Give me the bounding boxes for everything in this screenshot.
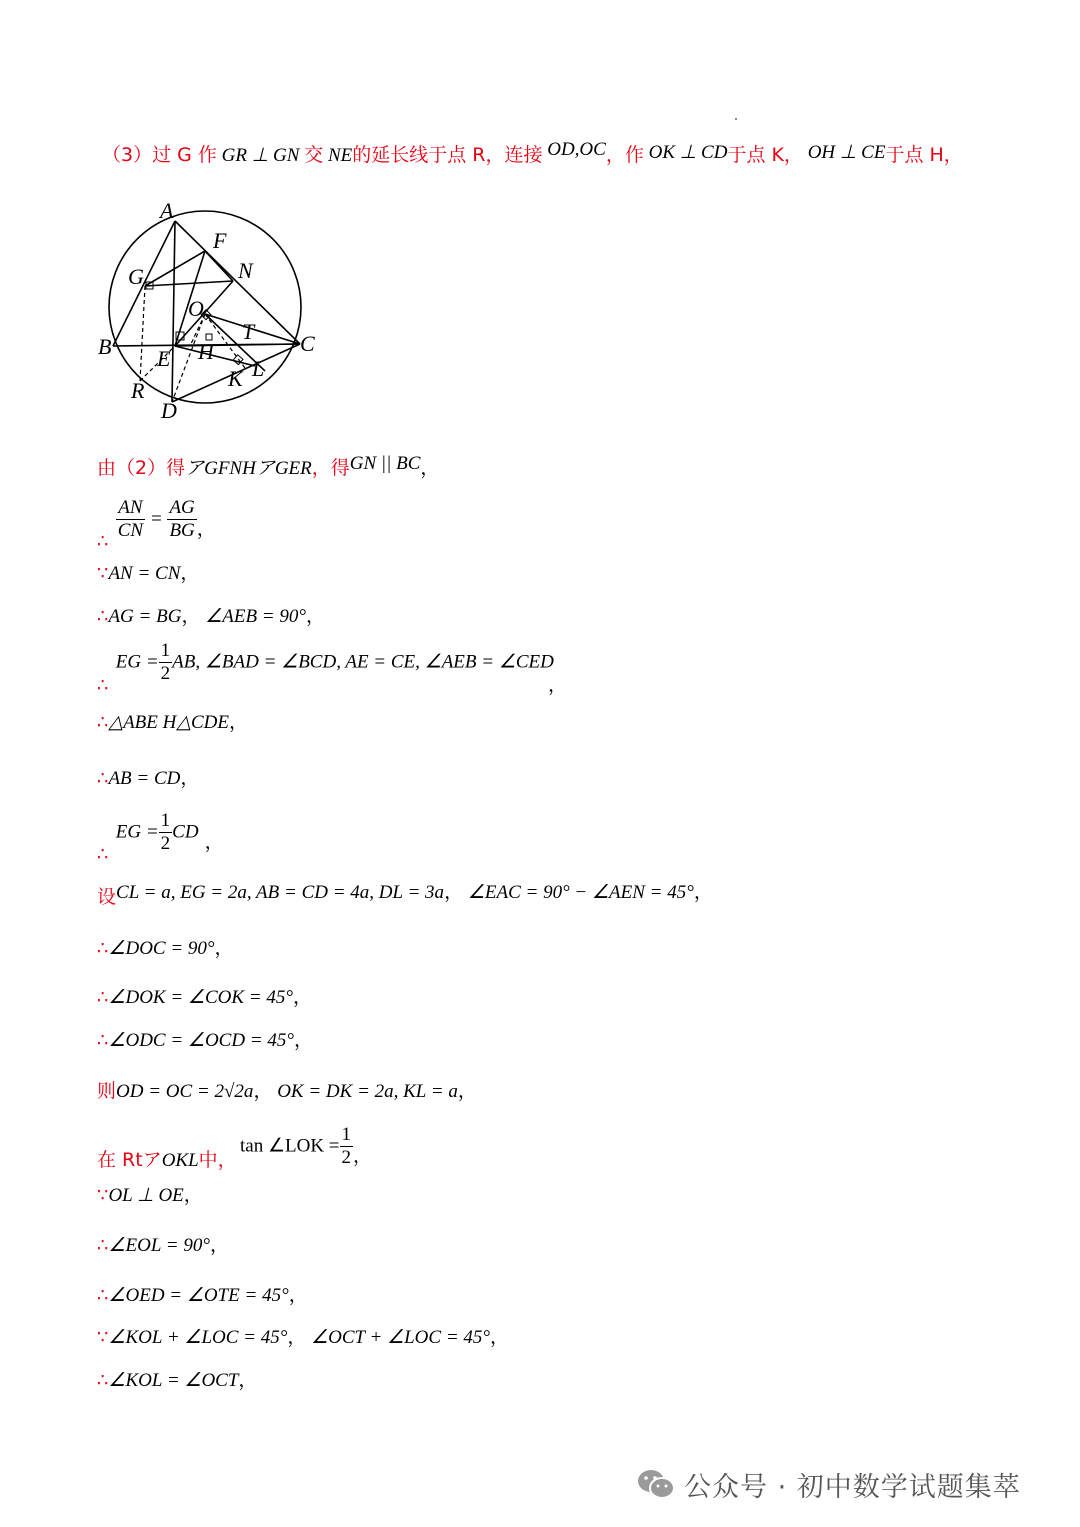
line-16: ∴∠EOL = 90°， [97, 1235, 229, 1256]
line-7: ∴AB = CD， [97, 768, 200, 789]
label-o: O [188, 296, 204, 321]
fraction-ag-bg: $\frac{AG}{BG}$ [169, 497, 195, 541]
label-b: B [98, 334, 112, 359]
line-2: $\frac{AN}{CN}$ = $\frac{AG}{BG}$ ， [117, 497, 216, 541]
therefore-symbol-8: ∴ [97, 844, 109, 865]
line-13: 则OD = OC = 2√2a， OK = DK = 2a, KL = a， [97, 1080, 477, 1102]
line-5: EG = $\frac{1}{2}$ AB, ∠BAD = ∠BCD, AE = CE, ∠AEB = ∠CED [115, 640, 554, 684]
label-e: E [157, 346, 171, 371]
label-c: C [300, 331, 315, 356]
line-6: ∴△ABE H△CDE， [97, 712, 248, 733]
label-k: K [228, 366, 243, 391]
line-17: ∴∠OED = ∠OTE = 45°， [97, 1285, 308, 1306]
wechat-icon [636, 1467, 676, 1501]
fraction-an-cn: $\frac{AN}{CN}$ [117, 497, 144, 541]
stray-dot [735, 118, 737, 120]
label-t: T [242, 319, 255, 344]
circle-o [109, 211, 301, 403]
geometry-figure [95, 196, 335, 428]
line-8: EG = $\frac{1}{2}$ CD ， [115, 810, 224, 854]
line-5-end: ， [548, 675, 568, 696]
label-h: H [198, 339, 214, 364]
line-3: ∵AN = CN， [97, 563, 200, 584]
line-9: 设CL = a, EG = 2a, AB = CD = 4a, DL = 3a， ∠EAC = 90° − ∠AEN = 45°， [97, 882, 713, 908]
line-18: ∵∠KOL + ∠LOC = 45°， ∠OCT + ∠LOC = 45°， [97, 1327, 510, 1348]
line-15: ∵OL ⊥ OE， [97, 1185, 203, 1206]
line-14-tan: tan ∠LOK = $\frac{1}{2}$ ， [240, 1124, 373, 1168]
line-4: ∴AG = BG， ∠AEB = 90°， [97, 606, 325, 627]
line-11: ∴∠DOK = ∠COK = 45°， [97, 987, 312, 1008]
label-f: F [213, 228, 227, 253]
line-14: 在 RtアOKL中， [97, 1149, 237, 1171]
wechat-watermark [636, 1462, 1021, 1506]
label-a: A [160, 198, 174, 223]
label-r: R [131, 378, 145, 403]
label-l: L [252, 356, 265, 381]
line-10: ∴∠DOC = 90°， [97, 938, 234, 959]
therefore-symbol-5: ∴ [97, 675, 109, 696]
part-3-header: （3）过 G 作 GR ⊥ GN 交 NE的延长线于点 R，连接 OD,OC，作 OK ⊥ CD于点 K， OH ⊥ CE于点 H， [102, 139, 963, 166]
line-1: 由（2）得アGFNHアGER，得GN || BC， [97, 453, 440, 479]
label-g: G [128, 264, 144, 289]
watermark-text: 公众号 · 初中数学试题集萃 [684, 1471, 1021, 1503]
label-d: D [161, 398, 177, 423]
therefore-symbol-2: ∴ [97, 531, 109, 552]
line-19: ∴∠KOL = ∠OCT， [97, 1370, 258, 1391]
label-n: N [238, 258, 253, 283]
line-12: ∴∠ODC = ∠OCD = 45°， [97, 1030, 314, 1051]
